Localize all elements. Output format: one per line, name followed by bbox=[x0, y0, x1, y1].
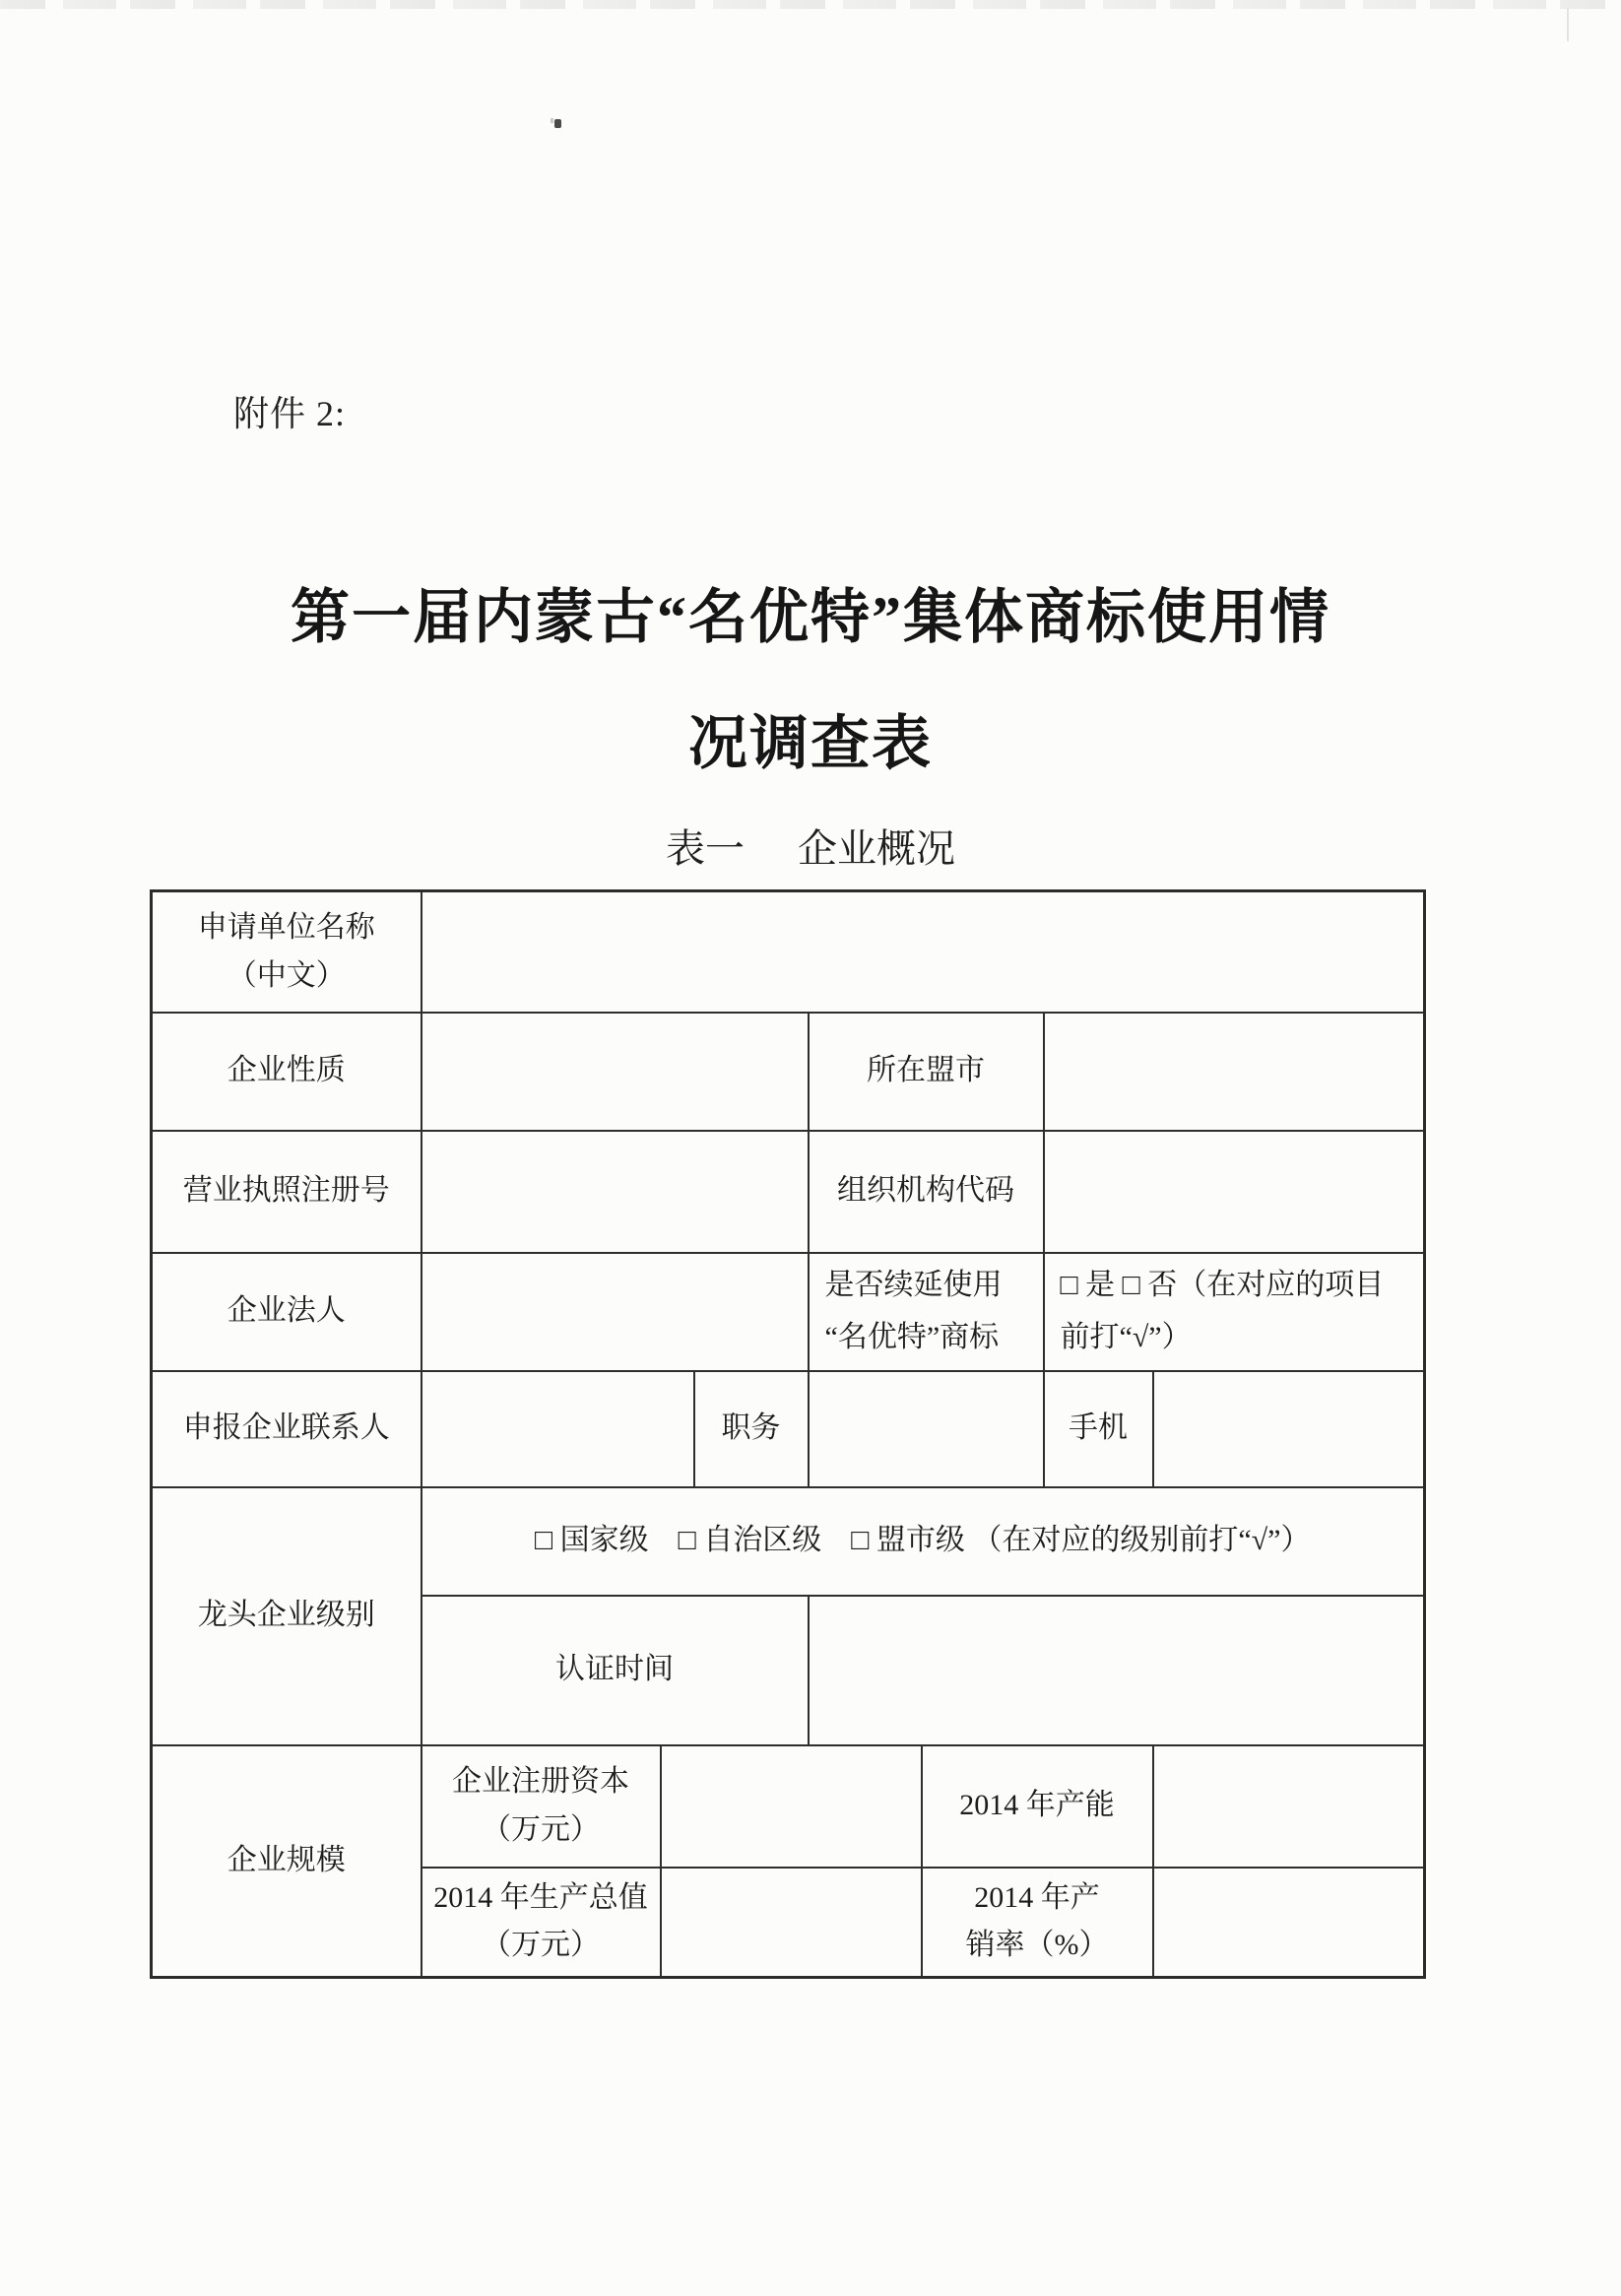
capacity-2014-label-cell: 2014 年产能 bbox=[922, 1745, 1153, 1868]
mobile-label-cell: 手机 bbox=[1044, 1371, 1153, 1487]
org-code-value-cell bbox=[1044, 1131, 1425, 1253]
registered-capital-label-line1: 企业注册资本 bbox=[452, 1764, 629, 1798]
sales-rate-value-cell bbox=[1153, 1868, 1425, 1978]
legal-person-label-cell: 企业法人 bbox=[152, 1253, 421, 1371]
cert-time-label-cell: 认证时间 bbox=[421, 1596, 809, 1745]
enterprise-scale-label-cell: 企业规模 bbox=[152, 1745, 421, 1978]
mobile-value-cell bbox=[1153, 1371, 1425, 1487]
applicant-name-value-cell bbox=[421, 891, 1425, 1013]
registered-capital-label-cell bbox=[421, 1745, 661, 1868]
position-label-cell: 职务 bbox=[694, 1371, 809, 1487]
attachment-label: 附件 2: bbox=[233, 394, 347, 433]
applicant-name-label-line1: 申请单位名称 bbox=[197, 910, 375, 944]
row-applicant-name bbox=[152, 891, 1425, 1013]
contact-label-cell: 申报企业联系人 bbox=[152, 1371, 421, 1487]
position-value-cell bbox=[809, 1371, 1044, 1487]
table-caption bbox=[0, 818, 1621, 874]
scan-artifact-top-edge bbox=[0, 0, 1621, 9]
sales-rate-label-cell bbox=[922, 1868, 1153, 1978]
sales-rate-label-line1: 2014 年产 bbox=[974, 1880, 1100, 1914]
gross-output-value-cell bbox=[661, 1868, 922, 1978]
leading-level-options-cell: □ 国家级 □ 自治区级 □ 盟市级 （在对应的级别前打“√”） bbox=[421, 1487, 1425, 1596]
row-enterprise-nature bbox=[152, 1013, 1425, 1131]
league-city-value-cell bbox=[1044, 1013, 1425, 1131]
legal-person-value-cell bbox=[421, 1253, 809, 1371]
org-code-label-cell: 组织机构代码 bbox=[809, 1131, 1044, 1253]
renewal-label-cell bbox=[809, 1253, 1044, 1371]
row-business-license bbox=[152, 1131, 1425, 1253]
registered-capital-label-line2: （万元） bbox=[482, 1812, 600, 1846]
enterprise-nature-value-cell bbox=[421, 1013, 809, 1131]
document-title-line1: 第一届内蒙古“名优特”集体商标使用情 bbox=[291, 585, 1330, 650]
renewal-label-line1: 是否续延使用 bbox=[824, 1269, 1003, 1301]
renewal-options-line1: □ 是 □ 否（在对应的项目 bbox=[1060, 1269, 1385, 1301]
document-title-line2: 况调查表 bbox=[688, 711, 933, 776]
enterprise-nature-label-cell: 企业性质 bbox=[152, 1013, 421, 1131]
enterprise-overview-table bbox=[150, 889, 1426, 1979]
sales-rate-label-line2: 销率（%） bbox=[965, 1929, 1109, 1962]
business-license-value-cell bbox=[421, 1131, 809, 1253]
cert-time-value-cell bbox=[809, 1596, 1425, 1745]
renewal-options-line2: 前打“√”） bbox=[1060, 1320, 1192, 1353]
leading-level-label-cell: 龙头企业级别 bbox=[152, 1487, 421, 1745]
gross-output-label-line2: （万元） bbox=[482, 1929, 600, 1962]
gross-output-label-cell bbox=[421, 1868, 661, 1978]
row-scale-capital bbox=[152, 1745, 1425, 1868]
scan-artifact-speck bbox=[554, 119, 561, 128]
table-caption-title: 企业概况 bbox=[798, 826, 955, 871]
row-contact bbox=[152, 1371, 1425, 1487]
applicant-name-label-cell bbox=[152, 891, 421, 1013]
applicant-name-label-line2: （中文） bbox=[227, 959, 346, 993]
business-license-label-cell: 营业执照注册号 bbox=[152, 1131, 421, 1253]
registered-capital-value-cell bbox=[661, 1745, 922, 1868]
renewal-label-line2: “名优特”商标 bbox=[824, 1320, 1000, 1353]
contact-value-cell bbox=[421, 1371, 694, 1487]
gross-output-label-line1: 2014 年生产总值 bbox=[433, 1880, 648, 1914]
renewal-options-cell bbox=[1044, 1253, 1425, 1371]
league-city-label-cell: 所在盟市 bbox=[809, 1013, 1044, 1131]
scan-artifact-right-tick bbox=[1567, 8, 1569, 41]
row-leading-level bbox=[152, 1487, 1425, 1596]
table-caption-number: 表一 bbox=[666, 826, 745, 871]
capacity-2014-value-cell bbox=[1153, 1745, 1425, 1868]
row-legal-person bbox=[152, 1253, 1425, 1371]
document-title bbox=[0, 555, 1621, 807]
